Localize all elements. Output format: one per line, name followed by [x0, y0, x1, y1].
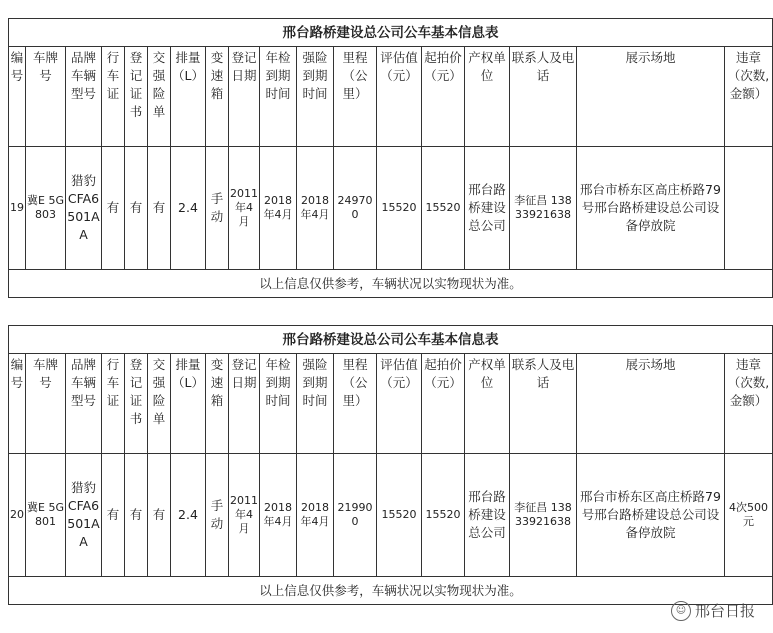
header-dengji: 登记证书 — [125, 47, 148, 147]
header-owner: 产权单位 — [464, 47, 509, 147]
wechat-icon: ☺ — [671, 601, 691, 621]
cell-jiaoqiang: 有 — [148, 147, 171, 270]
header-start-price: 起拍价（元） — [421, 47, 464, 147]
cell-inspect-date: 2018年4月 — [259, 454, 296, 577]
table-row — [9, 147, 773, 270]
header-reg-date: 登记日期 — [228, 354, 259, 454]
header-contact: 联系人及电话 — [509, 354, 576, 454]
cell-reg-date: 2011年4月 — [228, 147, 259, 270]
header-model: 品牌车辆型号 — [66, 47, 102, 147]
cell-start-price: 15520 — [421, 147, 464, 270]
watermark-text: 邢台日报 — [694, 602, 755, 620]
cell-displacement: 2.4 — [171, 147, 206, 270]
cell-dengji: 有 — [125, 147, 148, 270]
header-xingche: 行车证 — [102, 354, 125, 454]
header-displacement: 排量（L） — [171, 47, 206, 147]
header-gearbox: 变速箱 — [205, 47, 228, 147]
header-no: 编号 — [9, 354, 26, 454]
cell-owner: 邢台路桥建设总公司 — [464, 147, 509, 270]
cell-no: 19 — [9, 147, 26, 270]
cell-assess: 15520 — [376, 454, 421, 577]
header-xingche: 行车证 — [102, 47, 125, 147]
header-dengji: 登记证书 — [125, 354, 148, 454]
header-jiaoqiang: 交强险单 — [148, 354, 171, 454]
cell-reg-date: 2011年4月 — [228, 454, 259, 577]
table-title: 邢台路桥建设总公司公车基本信息表 — [9, 19, 773, 47]
cell-inspect-date: 2018年4月 — [259, 147, 296, 270]
header-mileage: 里程（公里） — [333, 47, 376, 147]
cell-displacement: 2.4 — [171, 454, 206, 577]
header-insure-date: 强险到期时间 — [296, 47, 333, 147]
cell-location: 邢台市桥东区高庄桥路79号邢台路桥建设总公司设备停放院 — [576, 454, 724, 577]
cell-no: 20 — [9, 454, 26, 577]
table-title: 邢台路桥建设总公司公车基本信息表 — [9, 326, 773, 354]
vehicle-info-table-2 — [8, 325, 773, 605]
header-displacement: 排量（L） — [171, 354, 206, 454]
cell-gearbox: 手动 — [205, 454, 228, 577]
cell-contact: 李征昌 13833921638 — [509, 454, 576, 577]
vehicle-info-table-1 — [8, 18, 773, 298]
header-reg-date: 登记日期 — [228, 47, 259, 147]
cell-start-price: 15520 — [421, 454, 464, 577]
header-gearbox: 变速箱 — [205, 354, 228, 454]
cell-mileage: 219900 — [333, 454, 376, 577]
cell-model: 猎豹 CFA6501AA — [66, 147, 102, 270]
header-model: 品牌车辆型号 — [66, 354, 102, 454]
cell-mileage: 249700 — [333, 147, 376, 270]
cell-violation — [724, 147, 772, 270]
table-note: 以上信息仅供参考，车辆状况以实物现状为准。 — [9, 270, 773, 298]
header-violation: 违章（次数,金额） — [724, 47, 772, 147]
table-note: 以上信息仅供参考，车辆状况以实物现状为准。 — [9, 577, 773, 605]
watermark — [671, 600, 755, 621]
header-no: 编号 — [9, 47, 26, 147]
header-inspect-date: 年检到期时间 — [259, 354, 296, 454]
cell-jiaoqiang: 有 — [148, 454, 171, 577]
header-location: 展示场地 — [576, 47, 724, 147]
cell-contact: 李征昌 13833921638 — [509, 147, 576, 270]
cell-violation: 4次500元 — [724, 454, 772, 577]
cell-dengji: 有 — [125, 454, 148, 577]
cell-plate: 冀E 5G801 — [26, 454, 66, 577]
header-violation: 违章（次数,金额） — [724, 354, 772, 454]
header-insure-date: 强险到期时间 — [296, 354, 333, 454]
cell-plate: 冀E 5G803 — [26, 147, 66, 270]
header-location: 展示场地 — [576, 354, 724, 454]
header-assess: 评估值（元） — [376, 354, 421, 454]
header-start-price: 起拍价（元） — [421, 354, 464, 454]
cell-xingche: 有 — [102, 147, 125, 270]
cell-insure-date: 2018年4月 — [296, 454, 333, 577]
cell-location: 邢台市桥东区高庄桥路79号邢台路桥建设总公司设备停放院 — [576, 147, 724, 270]
header-assess: 评估值（元） — [376, 47, 421, 147]
header-inspect-date: 年检到期时间 — [259, 47, 296, 147]
cell-xingche: 有 — [102, 454, 125, 577]
cell-gearbox: 手动 — [205, 147, 228, 270]
cell-owner: 邢台路桥建设总公司 — [464, 454, 509, 577]
header-plate: 车牌号 — [26, 47, 66, 147]
header-mileage: 里程（公里） — [333, 354, 376, 454]
cell-insure-date: 2018年4月 — [296, 147, 333, 270]
cell-model: 猎豹 CFA6501AA — [66, 454, 102, 577]
header-contact: 联系人及电话 — [509, 47, 576, 147]
cell-assess: 15520 — [376, 147, 421, 270]
header-plate: 车牌号 — [26, 354, 66, 454]
header-jiaoqiang: 交强险单 — [148, 47, 171, 147]
table-row — [9, 454, 773, 577]
header-owner: 产权单位 — [464, 354, 509, 454]
